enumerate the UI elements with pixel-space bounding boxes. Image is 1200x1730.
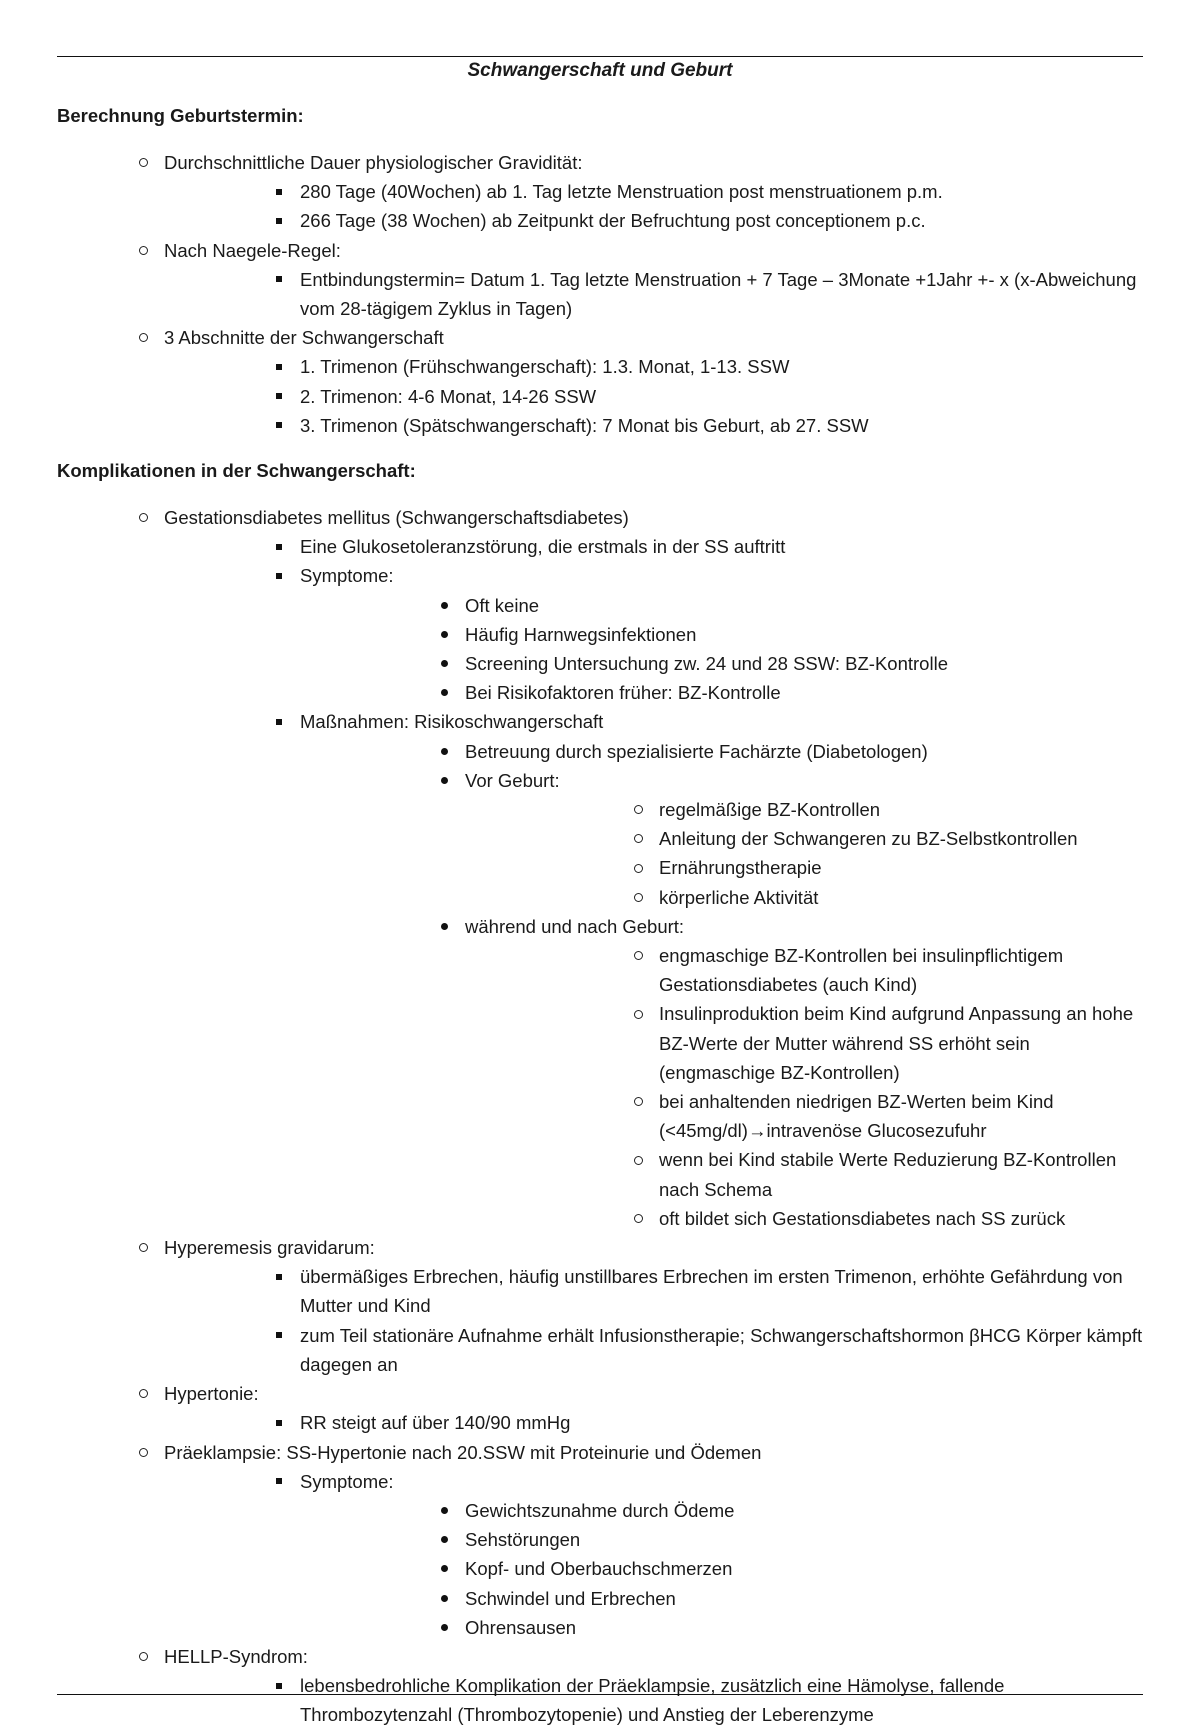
top-rule (57, 56, 1143, 57)
section-list-berechnung (57, 148, 1147, 440)
list-item-text: Ernährungstherapie (659, 857, 822, 879)
list-item-text: Vor Geburt: (465, 769, 560, 791)
list-item (164, 206, 1147, 235)
square-bullet-icon (269, 206, 289, 235)
list-item (164, 532, 1147, 561)
square-bullet-icon (269, 1262, 289, 1291)
list-item (164, 1262, 1147, 1320)
bullet-list-level-2 (164, 1467, 1147, 1642)
document-title: Schwangerschaft und Geburt (467, 60, 733, 81)
dot-bullet-icon (434, 1525, 454, 1554)
dot-bullet-icon (434, 1554, 454, 1583)
list-item (465, 1087, 1147, 1145)
list-item-text: Screening Untersuchung zw. 24 und 28 SSW: BZ-Kontrolle (465, 653, 948, 675)
list-item-text: bei anhaltenden niedrigen BZ-Werten beim Kind (<45mg/dl)→intravenöse Glucosezufuhr (659, 1091, 1054, 1142)
bullet-list-level-2 (164, 1671, 1147, 1729)
square-bullet-icon (269, 411, 289, 440)
list-item-text: wenn bei Kind stabile Werte Reduzierung BZ-Kontrollen nach Schema (659, 1149, 1117, 1200)
bottom-rule (57, 1694, 1143, 1695)
list-item (164, 382, 1147, 411)
list-item (300, 620, 1147, 649)
list-item-text: Entbindungstermin= Datum 1. Tag letzte Menstruation + 7 Tage – 3Monate +1Jahr +- x (x-Abweichung vom 28-tägigem Zyklus in Tagen) (300, 268, 1137, 320)
circle-bullet-icon (628, 1087, 648, 1116)
bullet-list-level-2 (164, 532, 1147, 1233)
list-item-text: Betreuung durch spezialisierte Fachärzte (Diabetologen) (465, 740, 928, 762)
list-item (300, 1496, 1147, 1525)
square-bullet-icon (269, 352, 289, 381)
list-item (300, 1554, 1147, 1583)
list-item (57, 236, 1147, 324)
circle-bullet-icon (628, 941, 648, 970)
list-item-text: Sehstörungen (465, 1529, 581, 1551)
square-bullet-icon (269, 532, 289, 561)
list-item-text: Hypertonie: (164, 1383, 259, 1405)
list-item-text: 280 Tage (40Wochen) ab 1. Tag letzte Menstruation post menstruationem p.m. (300, 181, 943, 203)
list-item-text: übermäßiges Erbrechen, häufig unstillbares Erbrechen im ersten Trimenon, erhöhte Gefährdung von Mutter und Kind (300, 1266, 1123, 1317)
circle-bullet-icon (133, 1642, 153, 1671)
list-item (164, 177, 1147, 206)
square-bullet-icon (269, 265, 289, 294)
list-item-text: lebensbedrohliche Komplikation der Präeklampsie, zusätzlich eine Hämolyse, fallende Thrombozytenzahl (Thrombozytopenie) und Anstieg der Leberenzyme (300, 1675, 1005, 1726)
list-item (465, 795, 1147, 824)
list-item-text: Hyperemesis gravidarum: (164, 1237, 375, 1259)
list-item (164, 707, 1147, 1233)
circle-bullet-icon (133, 1233, 153, 1262)
list-item-text: Ohrensausen (465, 1616, 577, 1638)
circle-bullet-icon (628, 824, 648, 853)
list-item (57, 323, 1147, 440)
list-item (465, 999, 1147, 1087)
dot-bullet-icon (434, 678, 454, 707)
list-item (57, 1233, 1147, 1379)
section-list-komplikationen (57, 503, 1147, 1730)
list-item (300, 678, 1147, 707)
list-item (164, 265, 1147, 323)
dot-bullet-icon (434, 591, 454, 620)
square-bullet-icon (269, 1671, 289, 1700)
list-item (465, 1204, 1147, 1233)
list-item-text: Symptome: (300, 565, 394, 587)
list-item-text: Kopf- und Oberbauchschmerzen (465, 1558, 733, 1580)
dot-bullet-icon (434, 1496, 454, 1525)
list-item (57, 1642, 1147, 1730)
list-item (300, 1525, 1147, 1554)
square-bullet-icon (269, 1408, 289, 1437)
list-item-text: Eine Glukosetoleranzstörung, die erstmals in der SS auftritt (300, 536, 786, 558)
list-item (300, 591, 1147, 620)
list-item (300, 649, 1147, 678)
list-item (300, 912, 1147, 1233)
circle-bullet-icon (628, 883, 648, 912)
list-item (164, 561, 1147, 707)
list-item (300, 1613, 1147, 1642)
list-item (465, 853, 1147, 882)
circle-bullet-icon (133, 323, 153, 352)
list-item-text: zum Teil stationäre Aufnahme erhält Infusionstherapie; Schwangerschaftshormon βHCG Körper kämpft dagegen an (300, 1324, 1143, 1375)
list-item (57, 503, 1147, 1233)
bullet-list-level-2 (164, 1408, 1147, 1437)
circle-bullet-icon (133, 236, 153, 265)
list-item (164, 1321, 1147, 1379)
list-item-text: Symptome: (300, 1470, 394, 1492)
bullet-list-level-2 (164, 1262, 1147, 1379)
list-item (57, 1379, 1147, 1437)
list-item (300, 737, 1147, 766)
bullet-list-level-3 (300, 1496, 1147, 1642)
circle-bullet-icon (133, 1379, 153, 1408)
dot-bullet-icon (434, 1613, 454, 1642)
list-item (465, 824, 1147, 853)
list-item-text: Durchschnittliche Dauer physiologischer Gravidität: (164, 152, 583, 173)
dot-bullet-icon (434, 1584, 454, 1613)
bullet-list-level-2 (164, 177, 1147, 235)
list-item-text: engmaschige BZ-Kontrollen bei insulinpflichtigem Gestationsdiabetes (auch Kind) (659, 945, 1064, 996)
list-item (164, 352, 1147, 381)
list-item-text: Präeklampsie: SS-Hypertonie nach 20.SSW mit Proteinurie und Ödemen (164, 1441, 762, 1463)
bullet-list-level-3 (300, 737, 1147, 1233)
dot-bullet-icon (434, 737, 454, 766)
list-item-text: 266 Tage (38 Wochen) ab Zeitpunkt der Befruchtung post conceptionem p.c. (300, 210, 926, 232)
dot-bullet-icon (434, 912, 454, 941)
list-item-text: Schwindel und Erbrechen (465, 1587, 676, 1609)
list-item-text: Maßnahmen: Risikoschwangerschaft (300, 711, 604, 733)
square-bullet-icon (269, 561, 289, 590)
list-item-text: HELLP-Syndrom: (164, 1645, 308, 1667)
list-item (465, 941, 1147, 999)
list-item-text: Nach Naegele-Regel: (164, 239, 341, 261)
list-item-text: 2. Trimenon: 4-6 Monat, 14-26 SSW (300, 385, 597, 407)
circle-bullet-icon (628, 853, 648, 882)
circle-bullet-icon (628, 999, 648, 1028)
list-item (164, 411, 1147, 440)
list-item-text: RR steigt auf über 140/90 mmHg (300, 1412, 571, 1434)
list-item-text: Oft keine (465, 594, 540, 616)
bullet-list-level-1 (57, 503, 1147, 1730)
list-item-text: Insulinproduktion beim Kind aufgrund Anpassung an hohe BZ-Werte der Mutter während SS erhöht sein (engmaschige BZ-Kontrollen) (659, 1003, 1134, 1083)
list-item (465, 883, 1147, 912)
bullet-list-level-3 (300, 591, 1147, 708)
list-item-text: Häufig Harnwegsinfektionen (465, 623, 697, 645)
list-item (465, 1145, 1147, 1203)
bullet-list-level-4 (465, 941, 1147, 1233)
list-item-text: während und nach Geburt: (465, 915, 685, 937)
dot-bullet-icon (434, 766, 454, 795)
list-item (57, 1438, 1147, 1642)
circle-bullet-icon (133, 1438, 153, 1467)
bullet-list-level-2 (164, 265, 1147, 323)
list-item (164, 1671, 1147, 1729)
square-bullet-icon (269, 1467, 289, 1496)
list-item-text: 3 Abschnitte der Schwangerschaft (164, 327, 444, 349)
bullet-list-level-1 (57, 148, 1147, 440)
square-bullet-icon (269, 382, 289, 411)
bullet-list-level-4 (465, 795, 1147, 912)
list-item-text: Gestationsdiabetes mellitus (Schwangerschaftsdiabetes) (164, 507, 629, 528)
list-item-text: oft bildet sich Gestationsdiabetes nach SS zurück (659, 1207, 1066, 1229)
list-item-text: 3. Trimenon (Spätschwangerschaft): 7 Monat bis Geburt, ab 27. SSW (300, 414, 869, 436)
circle-bullet-icon (628, 1145, 648, 1174)
circle-bullet-icon (628, 1204, 648, 1233)
bullet-list-level-2 (164, 352, 1147, 440)
list-item-text: Anleitung der Schwangeren zu BZ-Selbstkontrollen (659, 828, 1078, 850)
section-heading-berechnung: Berechnung Geburtstermin: (57, 105, 304, 126)
list-item (300, 1584, 1147, 1613)
list-item-text: Bei Risikofaktoren früher: BZ-Kontrolle (465, 682, 781, 704)
list-item (164, 1408, 1147, 1437)
list-item-text: körperliche Aktivität (659, 886, 819, 908)
dot-bullet-icon (434, 620, 454, 649)
square-bullet-icon (269, 177, 289, 206)
circle-bullet-icon (628, 795, 648, 824)
section-heading-komplikationen: Komplikationen in der Schwangerschaft: (57, 460, 416, 481)
list-item (57, 148, 1147, 236)
circle-bullet-icon (133, 503, 153, 532)
square-bullet-icon (269, 707, 289, 736)
list-item-text: 1. Trimenon (Frühschwangerschaft): 1.3. Monat, 1-13. SSW (300, 356, 790, 378)
dot-bullet-icon (434, 649, 454, 678)
circle-bullet-icon (133, 148, 153, 177)
list-item-text: regelmäßige BZ-Kontrollen (659, 799, 881, 821)
list-item-text: Gewichtszunahme durch Ödeme (465, 1499, 735, 1521)
square-bullet-icon (269, 1321, 289, 1350)
list-item (164, 1467, 1147, 1642)
list-item (300, 766, 1147, 912)
